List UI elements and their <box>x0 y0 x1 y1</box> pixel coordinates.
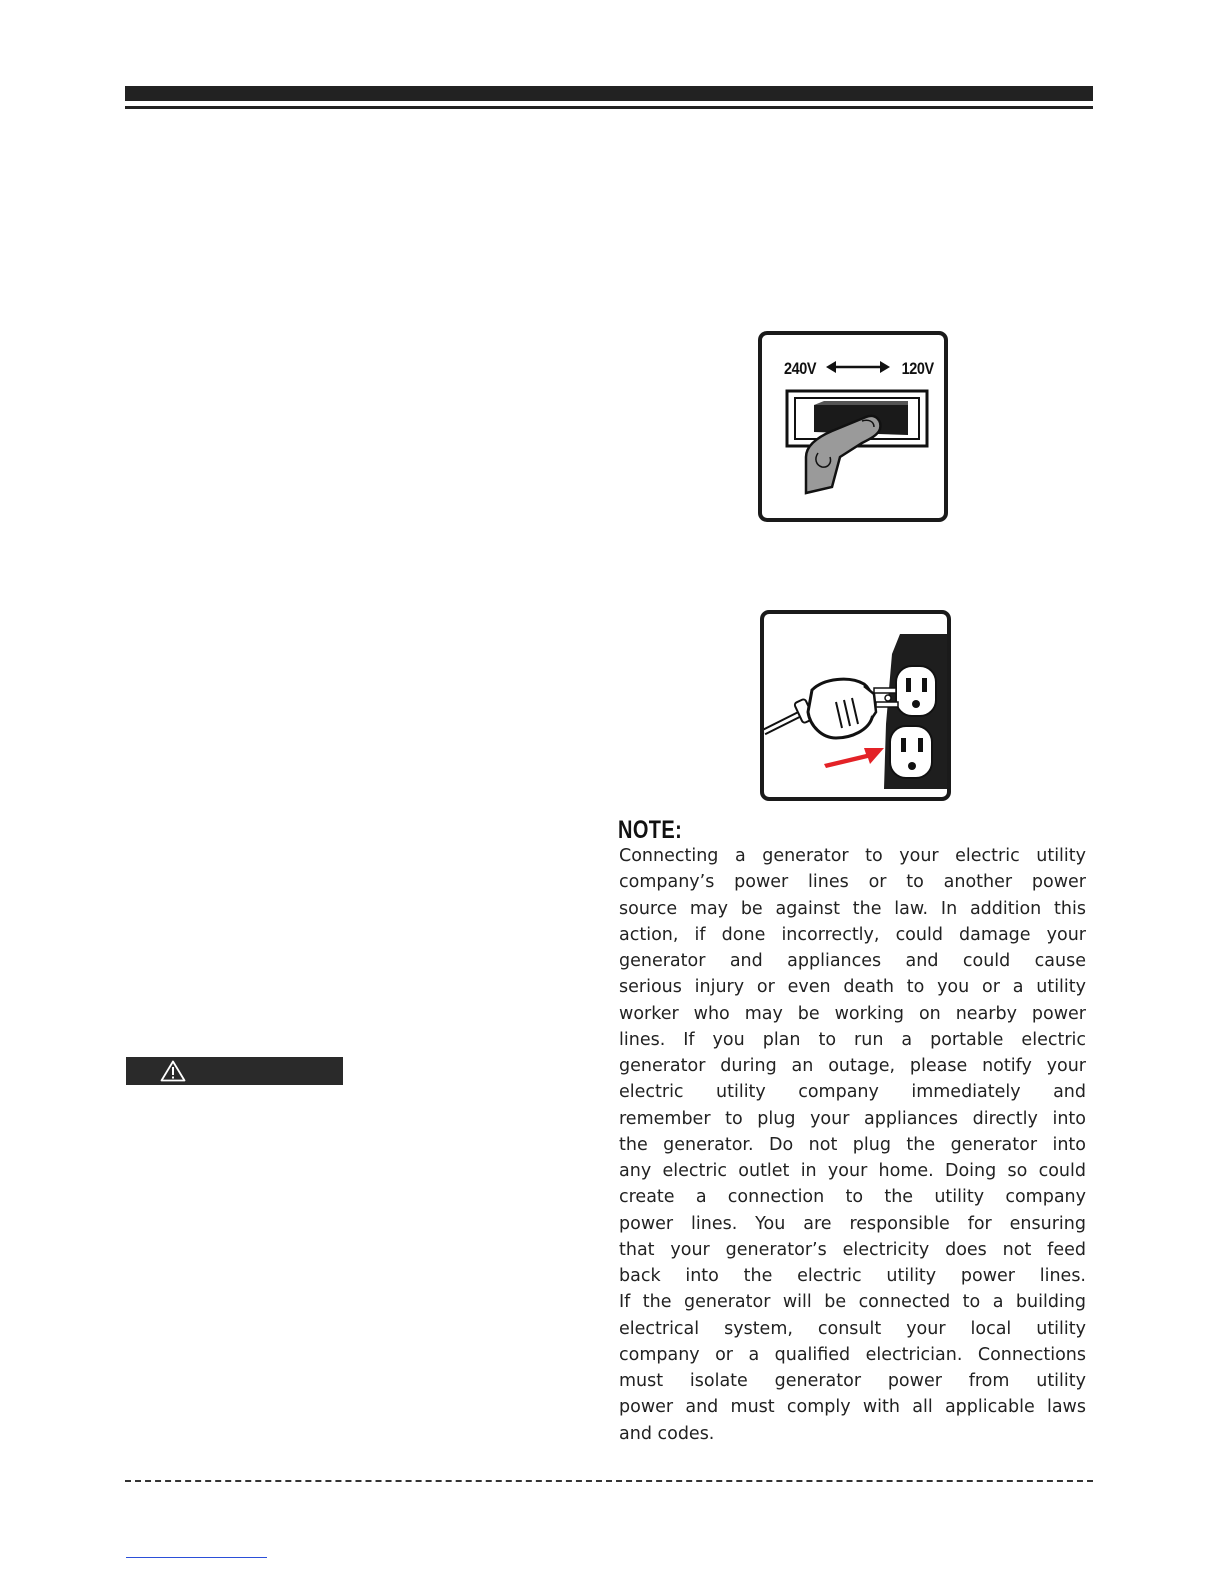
note-line: worker who may be working on nearby power <box>619 1003 1086 1024</box>
footer-link-underline[interactable] <box>126 1557 267 1558</box>
note-line: company’s power lines or to another power <box>619 872 1086 893</box>
note-line: power lines. You are responsible for ensuring <box>619 1213 1086 1234</box>
plug-icon <box>764 679 898 738</box>
voltage-120-label: 120V <box>901 359 934 378</box>
note-line: must isolate generator power from utility <box>619 1371 1086 1391</box>
note-line: back into the electric utility power lines. <box>619 1266 1086 1286</box>
plug-outlet-illustration <box>764 614 947 797</box>
note-line: electric utility company immediately and <box>619 1082 1086 1103</box>
footer-dashed-rule <box>125 1480 1093 1482</box>
note-line: the generator. Do not plug the generator into <box>619 1134 1086 1155</box>
rocker-switch-icon <box>762 335 944 518</box>
note-line: serious injury or even death to you or a utility <box>619 977 1086 998</box>
note-line: generator during an outage, please notify your <box>619 1056 1086 1076</box>
note-line: source may be against the law. In addition this <box>619 898 1086 919</box>
plug-outlet-figure <box>760 610 951 801</box>
note-line: create a connection to the utility company <box>619 1187 1086 1208</box>
voltage-switch-figure <box>758 331 948 522</box>
note-heading: NOTE: <box>618 816 683 844</box>
note-line: electrical system, consult your local utility <box>619 1318 1086 1339</box>
outlet-icon <box>884 634 947 789</box>
warning-badge <box>126 1057 343 1085</box>
note-line: action, if done incorrectly, could damage your <box>619 924 1086 945</box>
note-line: and codes. <box>619 1423 715 1444</box>
header-bar <box>125 86 1093 101</box>
note-line: company or a qualified electrician. Connections <box>619 1344 1086 1365</box>
header-rule <box>125 106 1093 109</box>
note-line: any electric outlet in your home. Doing so could <box>619 1161 1086 1181</box>
note-line: Connecting a generator to your electric utility <box>619 846 1086 866</box>
red-arrow-icon <box>824 748 884 768</box>
note-line: that your generator’s electricity does not feed <box>619 1239 1086 1260</box>
note-line: If the generator will be connected to a building <box>619 1292 1086 1313</box>
note-line: remember to plug your appliances directly into <box>619 1108 1086 1129</box>
warning-triangle-icon <box>160 1060 186 1082</box>
note-line: power and must comply with all applicable laws <box>619 1397 1086 1418</box>
note-line: generator and appliances and could cause <box>619 951 1086 971</box>
voltage-240-label: 240V <box>784 359 817 378</box>
note-line: lines. If you plan to run a portable electric <box>619 1029 1086 1050</box>
note-body <box>619 843 1086 1447</box>
